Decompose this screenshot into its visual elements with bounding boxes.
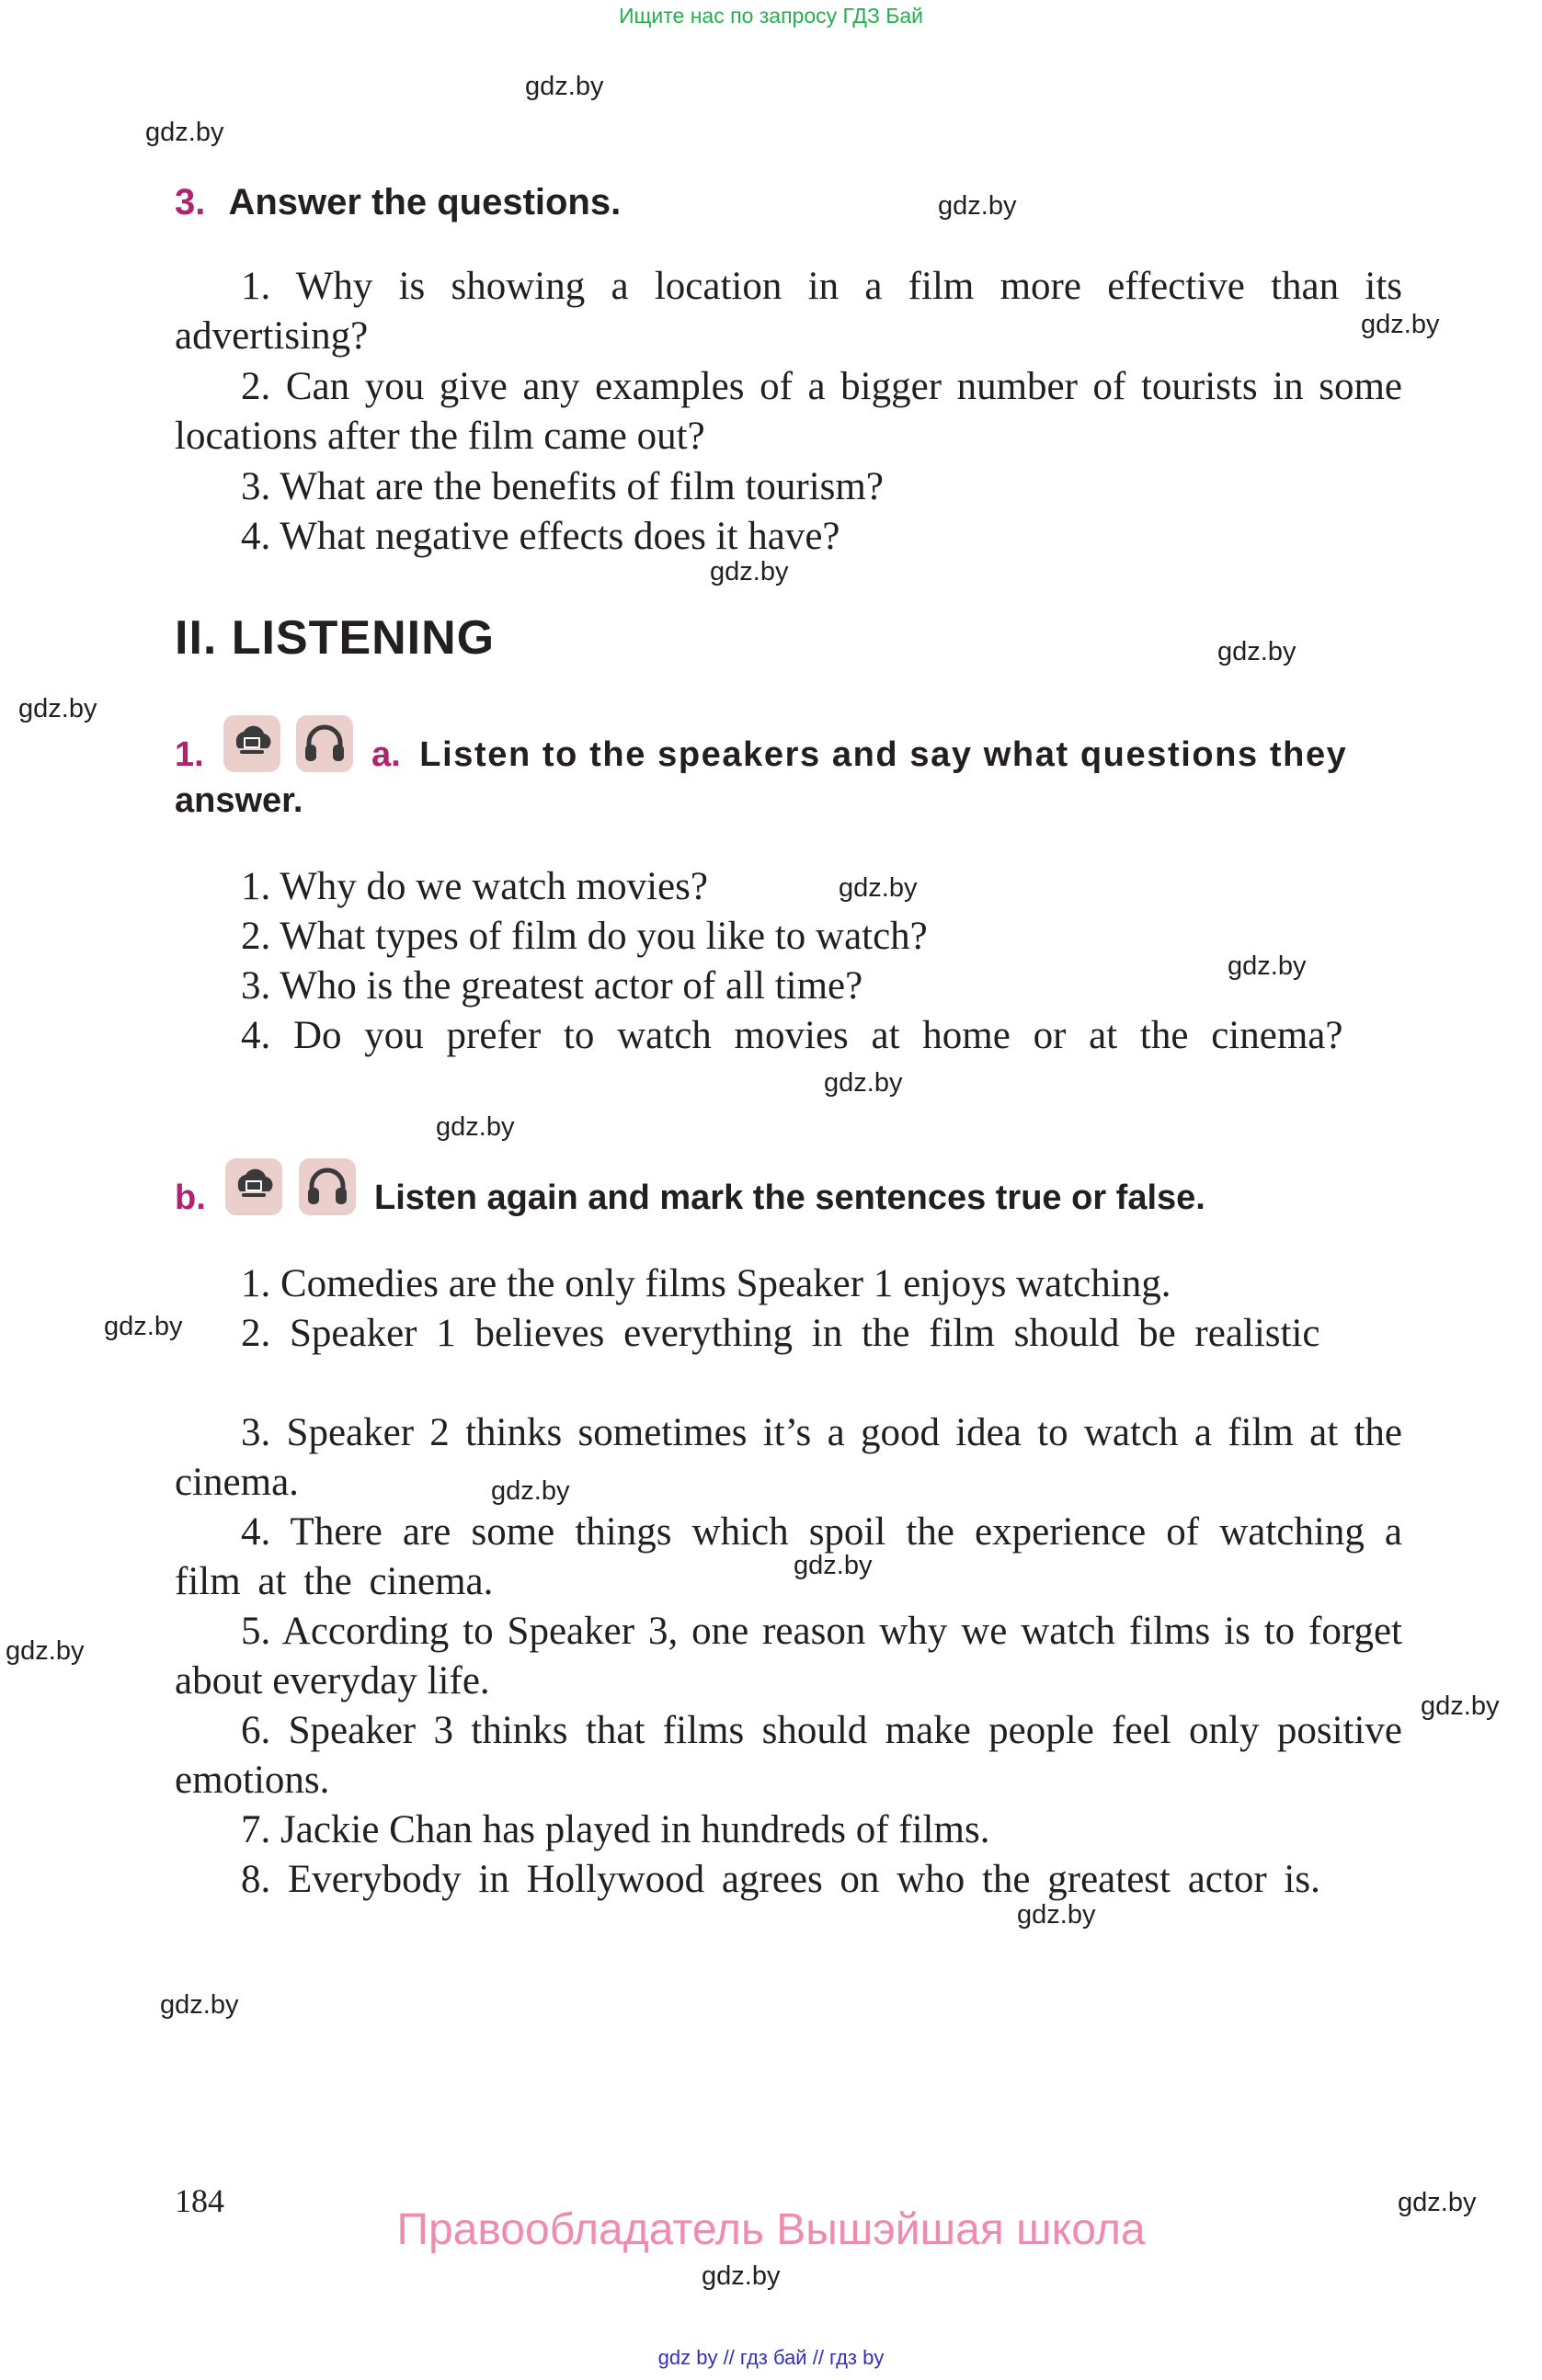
task-number: 1. [175,735,204,774]
sentence-item: 1. Comedies are the only films Speaker 1 enjoys watching. [241,1262,1171,1305]
sentence-item: 6. Speaker 3 thinks that films should make people feel only positive emotions. [175,1709,1402,1802]
watermark: gdz.by [104,1312,183,1341]
watermark: gdz.by [710,557,789,586]
headphones-icon [299,1158,356,1215]
sentence-item: 7. Jackie Chan has played in hundreds of films. [241,1808,990,1851]
question-item: 1. Why is showing a location in a film more effective than its advertising? [175,265,1402,358]
question-item: 3. Who is the greatest actor of all time? [241,964,863,1008]
question-item: 2. What types of film do you like to watch? [241,915,928,958]
task-1b-letter [175,1179,206,1218]
question-item: 4. Do you prefer to watch movies at home or at the cinema? [241,1014,1343,1057]
watermark: gdz.by [491,1476,570,1506]
sentence-item: 2. Speaker 1 believes everything in the film should be realistic [241,1312,1320,1355]
task-1b-instruction: Listen again and mark the sentences true or false. [374,1179,1205,1217]
laptop-cloud-icon [223,715,280,772]
question-item: 3. What are the benefits of film tourism? [241,465,884,508]
headphones-icon [296,715,353,772]
sentence-item: 8. Everybody in Hollywood agrees on who the greatest actor is. [241,1858,1320,1901]
watermark: gdz.by [525,72,604,101]
watermark: gdz.by [436,1112,515,1142]
instruction-continued: answer. [175,781,303,820]
watermark: gdz.by [839,873,918,903]
watermark: gdz.by [160,1990,239,2020]
watermark: gdz.by [702,2261,781,2291]
watermark: gdz.by [1017,1900,1096,1930]
task-number: 3. [175,182,206,222]
task-title: Answer the questions. [228,182,622,222]
watermark: gdz.by [145,118,224,147]
watermark: gdz.by [824,1068,903,1098]
laptop-cloud-icon [225,1158,282,1215]
watermark: gdz.by [1421,1691,1500,1721]
task-3-heading [175,182,621,223]
sentence-item: 4. There are some things which spoil the experience of watching a film at the cinema. [175,1510,1402,1603]
sentence-item: 3. Speaker 2 thinks sometimes it’s a good idea to watch a film at the cinema. [175,1411,1402,1504]
task-1a-instruction [371,735,1347,775]
watermark: gdz.by [794,1551,873,1580]
task-1-number-label [175,735,204,775]
section-title: II. LISTENING [175,611,496,665]
copyright-owner: Правообладатель Вышэйшая школа [396,2205,1146,2254]
page-number: 184 [175,2182,224,2219]
search-banner[interactable]: Ищите нас по запросу ГДЗ Бай [618,4,924,28]
question-item: 1. Why do we watch movies? [241,865,708,908]
subtask-letter: a. [371,735,401,774]
watermark: gdz.by [6,1636,85,1666]
question-item: 2. Can you give any examples of a bigger number of tourists in some locations after the film came out? [175,365,1402,458]
question-item: 4. What negative effects does it have? [241,515,840,558]
watermark: gdz.by [1398,2188,1477,2217]
instruction-text: Listen to the speakers and say what questions they [419,735,1348,774]
watermark: gdz.by [1228,951,1307,981]
watermark: gdz.by [18,694,97,723]
watermark: gdz.by [938,191,1017,221]
sentence-item: 5. According to Speaker 3, one reason why we watch films is to forget about everyday life. [175,1610,1402,1702]
subtask-letter: b. [175,1179,206,1217]
watermark: gdz.by [1217,637,1296,666]
footer-links[interactable]: gdz by // гдз бай // гдз by [657,2346,885,2369]
watermark: gdz.by [1361,310,1440,339]
